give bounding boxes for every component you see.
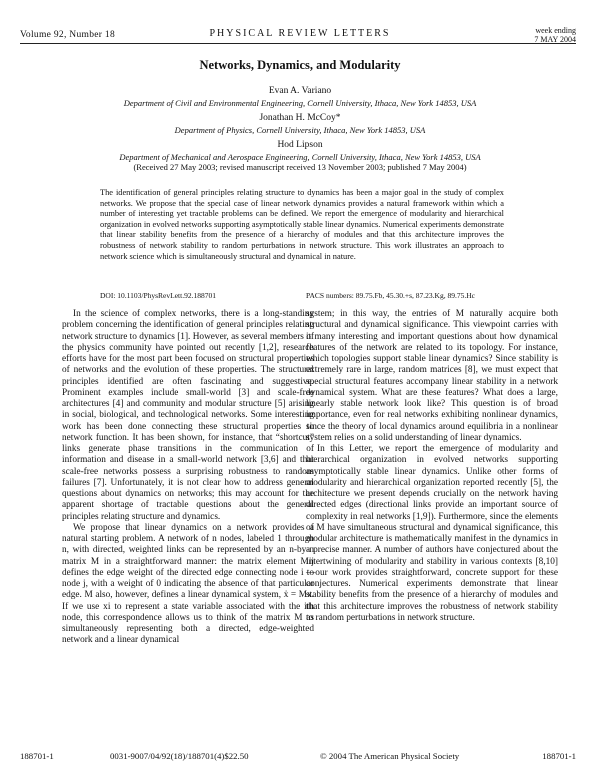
body-paragraph: In the science of complex networks, there is a long-standing problem concerning the identification of general principles relating network structure to dynamics [1]. However, as several members of the physics community have pointed out recently [1,2], research efforts have for the most part been focused on structural properties of networks and the evolution of these properties. The structural principles identified are often fascinating and suggestive. Prominent examples include small-world [3] and scale-free architectures [4] and community and modular structure [5] arising in social, biological, and technological networks. Some interesting work has been done connecting these structural properties to network function. It has been shown, for instance, that “shortcut” links generate phase transitions in the communication of information and disease in a small-world network [3,6] and that scale-free networks possess a surprising robustness to random failures [7]. Unfortunately, it is not clear how to address general questions about dynamics on networks; this may account for the apparent shortage of tractable questions about the general principles relating structure and dynamics.	[62, 309, 314, 522]
issue-date	[534, 26, 576, 44]
paper-title: Networks, Dynamics, and Modularity	[199, 58, 401, 72]
journal-name: PHYSICAL REVIEW LETTERS	[209, 28, 391, 39]
issn-line: 0031-9007/04/92(18)/188701(4)$22.50	[110, 751, 249, 761]
body-paragraph: system; in this way, the entries of M naturally acquire both structural and dynamical significance. This viewpoint carries with it many interesting and important questions about how dynamical features of the network are related to its topology. For instance, which topologies support stable linear dynamics? Since stability is extremely rare in large, random matrices [8], we must expect that special structural features accompany linear stability in a network dynamical system. What are these features? What does a large, linearly stable network look like? This question is of broad importance, even for real networks exhibiting nonlinear dynamics, since the theory of local dynamics around equilibria in a nonlinear system relies on a solid understanding of linear dynamics.	[306, 309, 558, 443]
body-paragraph: In this Letter, we report the emergence of modularity and hierarchical organization in evolved networks supporting asymptotically stable linear dynamics. Unlike other forms of modularity and hierarchical organization reported recently [5], the architecture we present depends crucially on the network having directed edges (directional links provide an important source of complexity in real networks [1,9]). Furthermore, since the elements of M have simultaneous structural and dynamical significance, this modular architecture is mathematically manifest in the dynamics in a precise manner. A number of authors have conjectured about the intertwining of modularity and stability in various contexts [8,10]—our work provides straightforward, concrete support for these conjectures. Numerical experiments demonstrate that linear stability benefits from the presence of a hierarchy of modules and that this architecture improves the robustness of network stability to random perturbations in network structure.	[306, 444, 558, 623]
right-column	[306, 309, 558, 624]
doi: DOI: 10.1103/PhysRevLett.92.188701	[100, 291, 216, 300]
publication-dates: (Received 27 May 2003; revised manuscript received 13 November 2003; published 7 May 2004)	[133, 162, 467, 172]
author-affiliation: Department of Mechanical and Aerospace Engineering, Cornell University, Ithaca, New York 14853, USA	[119, 152, 481, 162]
author-affiliation: Department of Physics, Cornell University, Ithaca, New York 14853, USA	[174, 125, 426, 135]
author-name: Evan A. Variano	[268, 86, 332, 96]
body-paragraph: We propose that linear dynamics on a network provides a natural starting problem. A network of n nodes, labeled 1 through n, with directed, weighted links can be represented by an n-by-n matrix M in a straightforward manner: the matrix element Mij defines the edge weight of the directed edge connecting node i to node j, with a weight of 0 indicating the absence of that particular edge. M also, however, defines a linear dynamical system, ẋ = Mx. If we use xi to represent a state variable associated with the ith node, this correspondence allows us to think of the matrix M as simultaneously representing both a directed, edge-weighted network and a linear dynamical	[62, 522, 314, 646]
author-name: Jonathan H. McCoy*	[259, 113, 341, 123]
header-rule	[20, 43, 576, 44]
week-label: week ending	[535, 26, 576, 35]
pacs-numbers: PACS numbers: 89.75.Fb, 45.30.+s, 87.23.Kg, 89.75.Hc	[306, 291, 475, 300]
author-name: Hod Lipson	[277, 140, 323, 150]
page-number-left: 188701-1	[20, 751, 54, 761]
author-affiliation: Department of Civil and Environmental Engineering, Cornell University, Ithaca, New York 14853, USA	[123, 98, 477, 108]
page-number-right: 188701-1	[542, 751, 576, 761]
abstract: The identification of general principles relating structure to dynamics has been a major goal in the study of complex networks. We propose that the special case of linear network dynamics provides a natural framework within which a number of interesting yet tractable problems can be defined. We report the emergence of modularity and hierarchical organization in evolved networks supporting asymptotically stable linear dynamics. Numerical experiments demonstrate that linear stability benefits from the presence of a hierarchy of modules and that this architecture improves the robustness of network stability to random perturbations in network structure. This work illustrates an approach to network science which is simultaneously structural and dynamical in nature.	[100, 188, 504, 261]
volume-number: Volume 92, Number 18	[20, 30, 116, 40]
left-column	[62, 309, 314, 647]
week-date: 7 MAY 2004	[534, 35, 576, 44]
copyright: © 2004 The American Physical Society	[320, 751, 460, 761]
